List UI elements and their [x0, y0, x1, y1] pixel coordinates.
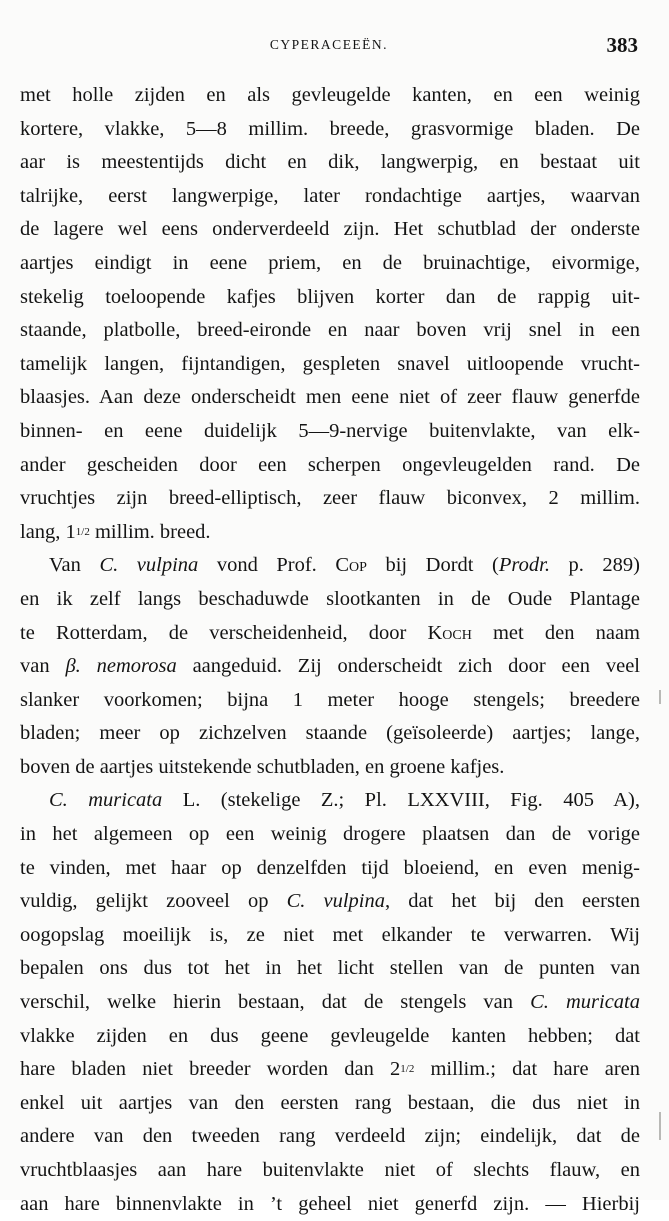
text-run: slanker voorkomen; bijna 1 meter hooge stengels; breedere	[20, 688, 640, 711]
text-line	[20, 449, 640, 483]
text-run: bij Dordt (	[366, 554, 499, 577]
text-line	[20, 684, 640, 718]
text-run: ander gescheiden door een scherpen ongevleugelden rand. De	[20, 453, 640, 476]
text-run: bepalen ons dus tot het in het licht stellen van de punten van	[20, 957, 640, 980]
text-line	[20, 1120, 640, 1154]
text-run: te Rotterdam, de verscheidenheid, door	[20, 621, 428, 644]
italic-text: C. vulpina	[99, 554, 199, 577]
paragraph-start-line	[20, 784, 640, 818]
text-line	[20, 180, 640, 214]
text-run: en ik zelf langs beschaduwde slootkanten in de Oude Plantage	[20, 587, 640, 610]
small-caps-name: Cop	[335, 554, 367, 577]
text-run: millim. breed.	[89, 520, 211, 543]
text-run: hare bladen niet breeder worden dan 2	[20, 1058, 401, 1081]
text-line	[20, 852, 640, 886]
text-run: aar is meestentijds dicht en dik, langwerpig, en bestaat uit	[20, 151, 640, 174]
text-run: van	[20, 655, 66, 678]
text-line	[20, 952, 640, 986]
page-edge-mark	[659, 690, 661, 704]
text-run: talrijke, eerst langwerpige, later rondachtige aartjes, waarvan	[20, 184, 640, 207]
text-run: vruchtblaasjes aan hare buitenvlakte niet of slechts flauw, en	[20, 1159, 640, 1181]
italic-text: C. muricata	[49, 789, 163, 812]
italic-text: β. nemorosa	[65, 655, 177, 678]
text-line	[20, 79, 640, 113]
fraction: 1/2	[75, 525, 90, 538]
text-run: vruchtjes zijn breed-elliptisch, zeer flauw biconvex, 2 millim.	[20, 487, 640, 510]
text-line	[20, 247, 640, 281]
text-run: blaasjes. Aan deze onderscheidt men eene niet of zeer flauw generfde	[20, 386, 640, 409]
text-line	[20, 1020, 640, 1054]
text-run: te vinden, met haar op denzelfden tijd bloeiend, en even menig-	[20, 856, 640, 879]
text-run: boven de aartjes uitstekende schutbladen, en groene kafjes.	[20, 755, 505, 778]
text-line	[20, 583, 640, 617]
text-run: aangeduid. Zij onderscheidt zich door een veel	[176, 655, 640, 678]
italic-text: Prodr.	[498, 554, 550, 577]
text-run: met holle zijden en als gevleugelde kanten, en een weinig	[20, 84, 640, 106]
text-run: kortere, vlakke, 5—8 millim. breede, grasvormige bladen. De	[20, 117, 640, 140]
text-run: met den naam	[471, 621, 640, 644]
page-edge-mark	[659, 1112, 661, 1140]
text-line	[20, 617, 640, 651]
text-run: bladen; meer op zichzelven staande (geïsoleerde) aartjes; lange,	[20, 722, 640, 745]
text-line	[20, 1154, 640, 1188]
text-line	[20, 415, 640, 449]
text-run: tamelijk langen, fijntandigen, gespleten snavel uitloopende vrucht-	[20, 352, 640, 375]
text-run: vuldig, gelijkt zooveel op	[20, 890, 287, 913]
text-line	[20, 516, 640, 550]
text-line	[20, 482, 640, 516]
text-line	[20, 113, 640, 147]
body-text	[20, 79, 640, 1221]
text-run: lang, 1	[20, 520, 76, 543]
text-run: L. (stekelige Z.; Pl. LXXVIII, Fig. 405 A),	[162, 789, 640, 812]
text-run: stekelig toeloopende kafjes blijven korter dan de rappig uit-	[20, 285, 640, 308]
running-title: CYPERACEEËN.	[269, 37, 389, 52]
text-line	[20, 919, 640, 953]
text-line	[20, 650, 640, 684]
small-caps-name: Koch	[427, 621, 472, 644]
text-line	[20, 348, 640, 382]
text-run: staande, platbolle, breed-eironde en naar boven vrij snel in een	[20, 319, 640, 342]
text-run: p. 289)	[549, 554, 640, 577]
text-line	[20, 381, 640, 415]
italic-text: C. muricata	[530, 991, 640, 1014]
text-line	[20, 314, 640, 348]
fraction: 1/2	[400, 1063, 415, 1076]
text-line	[20, 213, 640, 247]
text-line	[20, 1188, 640, 1221]
text-run: enkel uit aartjes van den eersten rang bestaan, die dus niet in	[20, 1091, 640, 1114]
text-run: de lagere wel eens onderverdeeld zijn. Het schutblad der onderste	[20, 218, 640, 241]
text-run: Van	[49, 554, 100, 577]
text-run: , dat het bij den eersten	[384, 890, 640, 913]
text-run: in het algemeen op een weinig drogere plaatsen dan de vorige	[20, 823, 640, 846]
text-run: oogopslag moeilijk is, ze niet met elkander te verwarren. Wij	[20, 923, 640, 946]
text-run: verschil, welke hierin bestaan, dat de stengels van	[20, 991, 531, 1014]
text-run: aartjes eindigt in eene priem, en de bruinachtige, eivormige,	[20, 251, 640, 274]
text-line	[20, 281, 640, 315]
text-run: vond Prof.	[198, 554, 336, 577]
text-run: andere van den tweeden rang verdeeld zijn; eindelijk, dat de	[20, 1125, 640, 1148]
text-run: binnen- en eene duidelijk 5—9-nervige buitenvlakte, van elk-	[20, 419, 640, 442]
page-number: 383	[606, 33, 638, 57]
text-line	[20, 818, 640, 852]
text-run: aan hare binnenvlakte in ’t geheel niet generfd zijn. — Hierbij	[20, 1192, 640, 1215]
text-run: vlakke zijden en dus geene gevleugelde kanten hebben; dat	[20, 1024, 640, 1047]
italic-text: C. vulpina	[286, 890, 385, 913]
text-line	[20, 1087, 640, 1121]
text-line	[20, 751, 640, 785]
text-line	[20, 1053, 640, 1087]
running-header	[20, 33, 638, 63]
text-line	[20, 146, 640, 180]
text-line	[20, 885, 640, 919]
text-line	[20, 986, 640, 1020]
paragraph-start-line	[20, 549, 640, 583]
text-run: millim.; dat hare aren	[414, 1058, 640, 1081]
text-line	[20, 717, 640, 751]
